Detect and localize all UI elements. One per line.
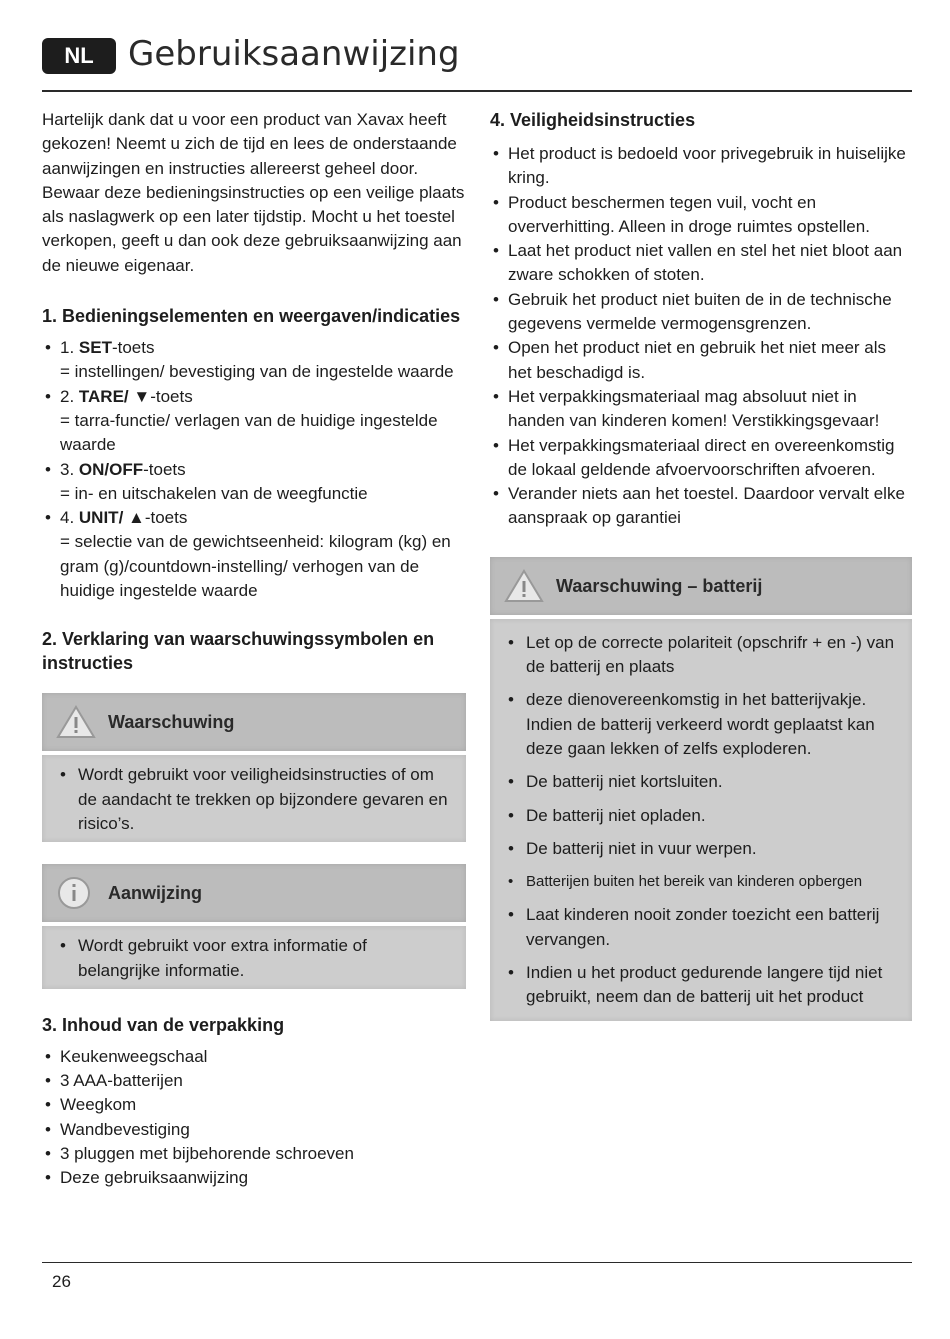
controls-list	[42, 336, 466, 603]
list-item: • Laat het product niet vallen en stel het niet bloot aan zware schokken of stoten.	[490, 239, 912, 288]
footer-divider	[42, 1262, 912, 1263]
warning-label: Waarschuwing	[108, 712, 235, 733]
list-item: • Het verpakkingsmateriaal direct en overeenkomstig de lokaal geldende afvoervoorschriften afvoeren.	[490, 434, 912, 483]
page-number: 26	[52, 1272, 71, 1291]
warning-triangle-icon	[56, 704, 96, 740]
warning-box	[42, 693, 466, 842]
list-item: • deze dienovereenkomstig in het batterijvakje. Indien de batterij verkeerd wordt geplaatst kan deze gaan lekken of zelfs exploderen.	[506, 688, 898, 761]
list-item: • Indien u het product gedurende langere tijd niet gebruikt, neem dan de batterij uit het product	[506, 961, 898, 1010]
battery-warning-label: Waarschuwing – batterij	[556, 575, 763, 596]
list-item: • Deze gebruiksaanwijzing	[42, 1166, 466, 1190]
list-item: • Let op de correcte polariteit (opschrifr + en -) van de batterij en plaats	[506, 631, 898, 680]
package-contents-list	[42, 1045, 466, 1191]
list-item: • 3 AAA-batterijen	[42, 1069, 466, 1093]
list-item: • De batterij niet in vuur werpen.	[506, 837, 898, 861]
battery-warning-box	[490, 557, 912, 1021]
warning-triangle-icon	[504, 568, 544, 604]
list-item: • Open het product niet en gebruik het niet meer als het beschadigd is.	[490, 336, 912, 385]
list-item: • 3 pluggen met bijbehorende schroeven	[42, 1142, 466, 1166]
list-item: • Gebruik het product niet buiten de in de technische gegevens vermelde vermogensgrenzen.	[490, 288, 912, 337]
list-item: • Het verpakkingsmateriaal mag absoluut niet in handen van kinderen komen! Verstikkingsgevaar!	[490, 385, 912, 434]
note-label: Aanwijzing	[108, 883, 202, 904]
note-box	[42, 864, 466, 989]
list-item: • Product beschermen tegen vuil, vocht en oververhitting. Alleen in droge ruimtes opstellen.	[490, 191, 912, 240]
list-item: • Batterijen buiten het bereik van kinderen opbergen	[506, 870, 898, 894]
safety-list	[490, 142, 912, 531]
list-item: • De batterij niet opladen.	[506, 804, 898, 828]
section-2-title: 2. Verklaring van waarschuwingssymbolen en instructies	[42, 629, 435, 674]
battery-box-body	[490, 619, 912, 1021]
warning-box-header	[42, 693, 466, 751]
list-item: • Wordt gebruikt voor extra informatie of belangrijke informatie.	[58, 934, 452, 983]
intro-text: Hartelijk dank dat u voor een product van Xavax heeft gekozen! Neemt u zich de tijd en lees de onderstaande aanwijzingen en instructies allereerst geheel door. Bewaar deze bedieningsinstructies op een veilige plaats als naslagwerk op een later tijdstip. Mocht u het toestel verkopen, geeft u dan ook deze gebruiksaanwijzing aan de nieuwe eigenaar.	[42, 110, 465, 275]
list-item: • Verander niets aan het toestel. Daardoor vervalt elke aanspraak op garantiei	[490, 482, 912, 531]
list-item: • 2. TARE/ ▼-toets = tarra-functie/ verlagen van de huidige ingestelde waarde	[42, 385, 466, 458]
list-item: • Het product is bedoeld voor privegebruik in huiselijke kring.	[490, 142, 912, 191]
info-icon	[56, 875, 92, 911]
section-1-title: 1. Bedieningselementen en weergaven/indicaties	[42, 306, 461, 327]
warning-box-body	[42, 755, 466, 842]
list-item: • 1. SET-toets = instellingen/ bevestiging van de ingestelde waarde	[42, 336, 466, 385]
right-column	[490, 108, 912, 1021]
list-item: • Keukenweegschaal	[42, 1045, 466, 1069]
battery-box-header	[490, 557, 912, 615]
note-box-body	[42, 926, 466, 989]
section-3-title: 3. Inhoud van de verpakking	[42, 1014, 285, 1035]
list-item: • Laat kinderen nooit zonder toezicht een batterij vervangen.	[506, 903, 898, 952]
list-item: • 4. UNIT/ ▲-toets = selectie van de gewichtseenheid: kilogram (kg) en gram (g)/countdown-instelling/ verhogen van de huidige ingestelde waarde	[42, 506, 466, 603]
list-item: • Wandbevestiging	[42, 1118, 466, 1142]
list-item: • Weegkom	[42, 1093, 466, 1117]
list-item: • De batterij niet kortsluiten.	[506, 770, 898, 794]
note-box-header	[42, 864, 466, 922]
list-item: • 3. ON/OFF-toets = in- en uitschakelen van de weegfunctie	[42, 458, 466, 507]
left-column	[42, 108, 466, 1215]
page-title: Gebruiksaanwijzing	[128, 34, 460, 74]
language-badge: NL	[42, 38, 116, 74]
list-item: • Wordt gebruikt voor veiligheidsinstructies of om de aandacht te trekken op bijzondere gevaren en risico’s.	[58, 763, 452, 836]
section-4-title: 4. Veiligheidsinstructies	[490, 110, 696, 130]
page-header	[42, 32, 912, 92]
